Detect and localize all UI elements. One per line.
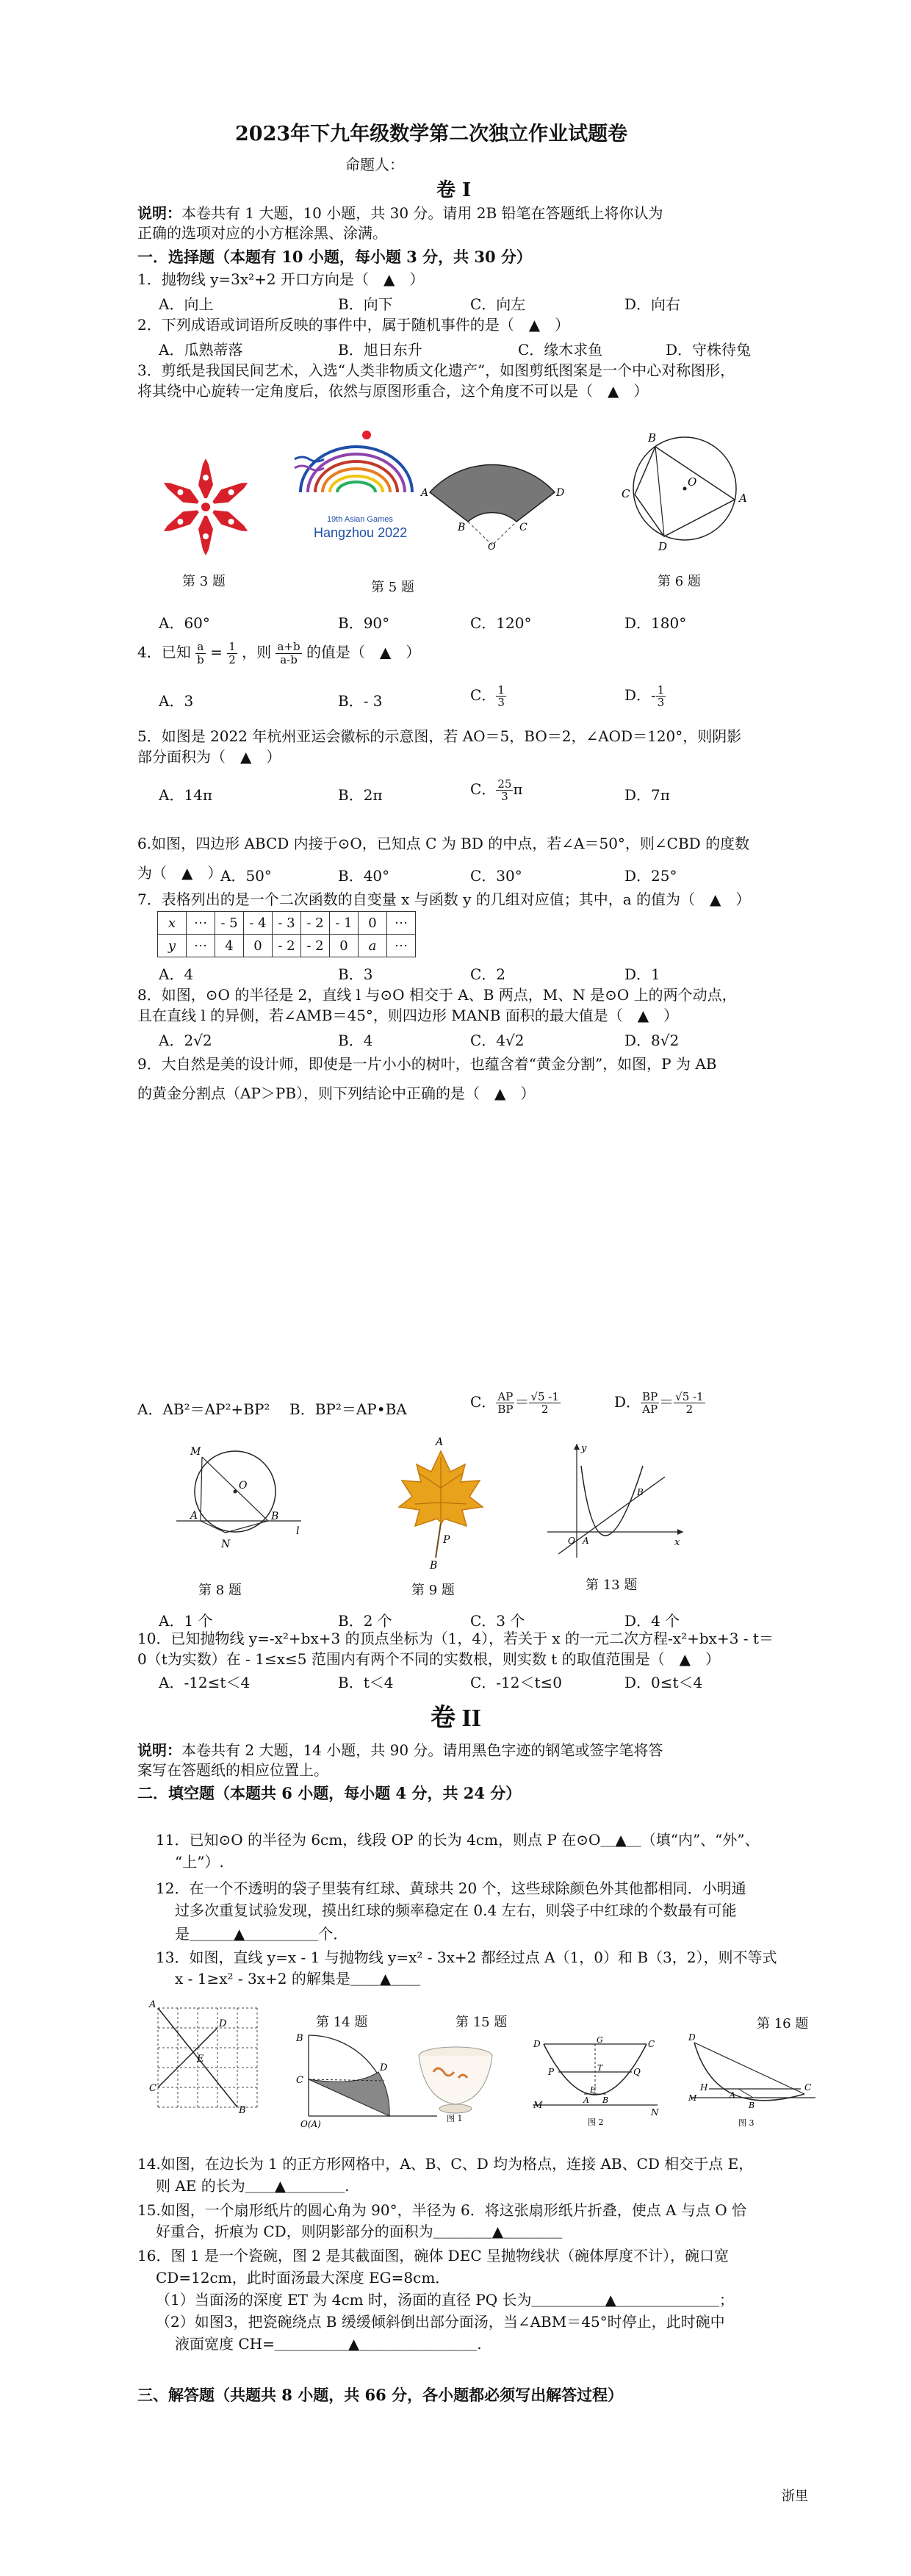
figure-caption-q16: 第 16 题: [757, 2016, 809, 2032]
svg-text:P: P: [443, 1534, 450, 1546]
section-1-title: 一．选择题（本题有 10 小题，每小题 3 分，共 30 分）: [137, 248, 532, 266]
bowl-photo-figure-1: [411, 2035, 500, 2123]
q2-option-d: D．守株待兔: [666, 341, 752, 359]
svg-text:T: T: [597, 2063, 603, 2073]
q7-option-b: B．3: [338, 965, 373, 983]
svg-text:O: O: [239, 1480, 248, 1492]
q1-option-c: C．向左: [470, 295, 526, 313]
q15-line2: 好重合，折痕为 CD，则阴影部分的面积为＿＿＿＿▲＿＿＿＿: [156, 2223, 563, 2240]
q14-line1: 14.如图，在边长为 1 的正方形网格中，A、B、C、D 均为格点，连接 AB、CD 相交于点 E，: [137, 2155, 754, 2173]
q2-stem: 2．下列成语或词语所反映的事件中，属于随机事件的是（ ▲ ）: [137, 316, 570, 334]
svg-text:A: A: [583, 1536, 589, 1546]
q11-line2: “上”）.: [175, 1853, 224, 1871]
svg-text:A: A: [436, 1436, 444, 1448]
svg-text:A: A: [730, 2090, 735, 2100]
svg-text:D: D: [533, 2039, 541, 2049]
q5-option-b: B．2π: [338, 786, 383, 804]
q9-option-d: D． $\frac{BP}{AP}$ ＝ $\frac{√5 -1}{2}$: [614, 1389, 704, 1416]
vol2-note-line2: 案写在答题纸的相应位置上。: [137, 1761, 328, 1779]
svg-text:A: A: [190, 1510, 198, 1522]
q6-option-d: D．25°: [624, 867, 677, 885]
figure-caption-q6: 第 6 题: [658, 574, 701, 589]
q4-frac-1-2: $\frac{1}{2}$: [228, 640, 236, 666]
q10-line1: 10．已知抛物线 y=-x²+bx+3 的顶点坐标为（1，4），若关于 x 的一元二次方程-x²+bx+3 - t＝: [137, 1630, 774, 1647]
vol1-note-text: 本卷共有 1 大题，10 小题，共 30 分。请用 2B 铅笔在答题纸上将你认为: [181, 204, 663, 222]
q14-line2: 则 AE 的长为＿＿▲＿＿＿＿.: [156, 2177, 350, 2195]
vol2-note-line1: [137, 1741, 663, 1760]
q4-stem: 4．已知 $\frac{a}{b}$ = $\frac{1}{2}$ ，则 $\frac{a+b}{a-b}$ 的值是（ ▲ ）: [137, 640, 421, 666]
svg-text:H: H: [700, 2082, 708, 2093]
q6-line2: 为（ ▲ ）: [137, 864, 223, 882]
q16-line3: （1）当面汤的深度 ET 为 4cm 时，汤面的直径 PQ 长为＿＿＿＿＿▲＿＿＿＿＿＿＿；: [156, 2291, 734, 2309]
q3-option-b: B．90°: [338, 614, 390, 632]
volume-2-heading: 卷 II: [431, 1705, 481, 1732]
bowl-tilted-figure-3: [687, 2024, 819, 2131]
maple-leaf-figure: [393, 1436, 489, 1572]
q9-option-b: B．BP²＝AP•BA: [289, 1400, 407, 1418]
extra-option-b: B．2 个: [338, 1612, 392, 1630]
vol1-note-label: 说明：: [137, 204, 181, 222]
table-row-x: x ⋯ - 5 - 4 - 3 - 2 - 1 0 ⋯: [158, 912, 416, 935]
q10-option-a: A．-12≤t＜4: [159, 1674, 251, 1691]
q16-line1: 16．图 1 是一个瓷碗，图 2 是其截面图，碗体 DEC 呈抛物线状（碗体厚度不计），碗口宽: [137, 2247, 729, 2264]
q4-frac-a-b: $\frac{a}{b}$: [197, 640, 204, 666]
q11-line1: 11．已知⊙O 的半径为 6cm，线段 OP 的长为 4cm，则点 P 在⊙O＿▲＿（填“内”、“外”、: [156, 1831, 760, 1849]
figure-caption-q3: 第 3 题: [182, 574, 226, 589]
svg-text:D: D: [219, 2018, 227, 2029]
bowl-figure-1-label: 图 1: [447, 2114, 463, 2123]
svg-text:C: C: [149, 2083, 156, 2094]
q4-option-c: C． $\frac{1}{3}$: [470, 683, 505, 709]
q16-line4: （2）如图3，把瓷碗绕点 B 缓缓倾斜倒出部分面汤，当∠ABM＝45°时停止，此时碗中: [156, 2313, 725, 2331]
svg-text:B: B: [271, 1511, 279, 1522]
figure-caption-q14: 第 14 题: [316, 2015, 368, 2030]
svg-text:B: B: [296, 2033, 303, 2044]
circle-chord-figure: [173, 1440, 305, 1550]
svg-text:D: D: [380, 2062, 388, 2073]
svg-text:N: N: [221, 1539, 231, 1550]
svg-text:O: O: [688, 475, 697, 489]
cyclic-quadrilateral-figure: [604, 430, 758, 555]
q4-frac-expr: $\frac{a+b}{a-b}$: [277, 640, 300, 666]
q9-line2: 的黄金分割点（AP＞PB），则下列结论中正确的是（ ▲ ）: [137, 1084, 536, 1102]
svg-text:A: A: [421, 487, 429, 499]
q1-option-b: B．向下: [338, 295, 393, 313]
q3-line2: 将其绕中心旋转一定角度后，依然与原图形重合，这个角度不可以是（ ▲ ）: [137, 382, 649, 400]
q5-option-d: D．7π: [624, 786, 670, 804]
svg-text:O: O: [488, 542, 496, 553]
q6-option-c: C．30°: [470, 867, 522, 885]
section-2-title: 二．填空题（本题共 6 小题，每小题 4 分，共 24 分）: [137, 1784, 522, 1802]
svg-text:O: O: [568, 1536, 575, 1546]
svg-text:D: D: [688, 2032, 696, 2043]
q3-line1: 3．剪纸是我国民间艺术，入选“人类非物质文化遗产”，如图剪纸图案是一个中心对称图形，: [137, 361, 735, 379]
svg-text:A: A: [149, 1999, 156, 2010]
svg-text:A: A: [739, 492, 747, 505]
section-3-title: 三、解答题（共题共 8 小题，共 66 分，各小题都必须写出解答过程）: [137, 2386, 624, 2404]
q5-line2: 部分面积为（ ▲ ）: [137, 748, 281, 766]
svg-text:B: B: [648, 431, 657, 445]
logo-line1: 19th Asian Games: [327, 515, 393, 524]
q2-option-a: A．瓜熟蒂落: [159, 341, 243, 359]
figure-caption-q9: 第 9 题: [411, 1583, 455, 1598]
bowl-figure-2-label: 图 2: [588, 2118, 604, 2127]
svg-text:C: C: [648, 2039, 655, 2049]
q7-stem: 7．表格列出的是一个二次函数的自变量 x 与函数 y 的几组对应值；其中，a 的值为（ ▲ ）: [137, 891, 751, 908]
svg-text:P: P: [548, 2067, 555, 2077]
figure-caption-q15: 第 15 题: [455, 2015, 508, 2030]
q15-line1: 15.如图，一个扇形纸片的圆心角为 90°，半径为 6．将这张扇形纸片折叠，使点 A 与点 O 恰: [137, 2201, 746, 2219]
svg-text:x: x: [674, 1537, 680, 1548]
svg-text:C: C: [519, 522, 527, 533]
q10-option-c: C．-12＜t≤0: [470, 1674, 563, 1691]
svg-text:A: A: [583, 2095, 589, 2105]
q5-option-a: A．14π: [159, 786, 213, 804]
bowl-section-figure-2: [529, 2035, 661, 2131]
vol1-note-line1: [137, 204, 663, 223]
q6-option-b: B．40°: [338, 867, 390, 885]
bowl-figure-3-label: 图 3: [738, 2118, 755, 2128]
svg-text:y: y: [581, 1443, 587, 1454]
vol1-note-line2: 正确的选项对应的小方框涂黑、涂满。: [137, 224, 387, 242]
q4-option-b: B．- 3: [338, 692, 383, 710]
q12-line1: 12．在一个不透明的袋子里装有红球、黄球共 20 个，这些球除颜色外其他都相同．小明通: [156, 1879, 746, 1897]
svg-text:M: M: [533, 2100, 543, 2110]
svg-text:D: D: [556, 487, 565, 499]
q3-option-a: A．60°: [159, 614, 210, 632]
svg-text:D: D: [658, 540, 668, 553]
q8-option-a: A．2√2: [159, 1032, 212, 1049]
q4-option-a: A．3: [159, 692, 194, 710]
logo-line2: Hangzhou 2022: [314, 525, 408, 540]
q1-stem: 1．抛物线 y=3x²+2 开口方向是（ ▲ ）: [137, 270, 425, 288]
svg-text:C: C: [296, 2075, 303, 2086]
extra-option-c: C．3 个: [470, 1612, 525, 1630]
q3-option-c: C．120°: [470, 614, 532, 632]
volume-1-heading: 卷 I: [436, 179, 472, 201]
q16-line5: 液面宽度 CH=＿＿＿＿＿▲＿＿＿＿＿＿＿＿.: [175, 2335, 482, 2353]
logo-sun-dot: [362, 431, 371, 439]
vol2-note-label: 说明：: [137, 1741, 181, 1759]
hangzhou-asian-games-logo: [292, 430, 420, 547]
exam-title: 2023年下九年级数学第二次独立作业试题卷: [235, 123, 628, 145]
q13-line2: x - 1≥x² - 3x+2 的解集是＿＿▲＿＿: [175, 1970, 421, 1987]
page-footer: 浙里: [782, 2489, 808, 2504]
q12-line3: 是＿＿＿▲＿＿＿＿＿个．: [175, 1925, 348, 1943]
q4-option-d: D．- $\frac{1}{3}$: [624, 683, 665, 709]
q7-option-d: D．1: [624, 965, 660, 983]
figure-caption-q5: 第 5 题: [371, 580, 414, 595]
svg-text:B: B: [749, 2101, 755, 2110]
svg-text:B: B: [602, 2095, 609, 2105]
q8-option-c: C．4√2: [470, 1032, 525, 1049]
svg-text:O(A): O(A): [300, 2119, 321, 2129]
svg-text:G: G: [597, 2035, 603, 2045]
svg-text:B: B: [239, 2105, 246, 2116]
q1-option-d: D．向右: [624, 295, 681, 313]
svg-text:M: M: [688, 2093, 697, 2103]
q10-option-d: D．0≤t＜4: [624, 1674, 703, 1691]
extra-option-d: D．4 个: [624, 1612, 680, 1630]
q7-value-table: [157, 911, 416, 957]
q10-option-b: B．t＜4: [338, 1674, 394, 1691]
q7-option-c: C．2: [470, 965, 506, 983]
svg-text:E: E: [197, 2054, 204, 2065]
line-parabola-graph-figure: [540, 1436, 687, 1561]
grid-figure-q14: [147, 1997, 264, 2115]
vol2-note-text: 本卷共有 2 大题，14 小题，共 90 分。请用黑色字迹的钢笔或签字笔将答: [181, 1741, 663, 1759]
figure-caption-q13: 第 13 题: [586, 1577, 638, 1593]
q9-option-a: A．AB²＝AP²+BP²: [137, 1400, 270, 1418]
q6-line1: 6.如图，四边形 ABCD 内接于⊙O，已知点 C 为 BD 的中点，若∠A＝50°，则∠CBD 的度数: [137, 835, 750, 852]
q7-option-a: A．4: [159, 965, 194, 983]
svg-text:E: E: [590, 2085, 597, 2095]
svg-text:N: N: [651, 2107, 659, 2118]
q8-option-d: D．8√2: [624, 1032, 680, 1049]
q4-pre: 4．已知: [137, 643, 191, 661]
q6-option-a: A．50°: [220, 867, 272, 885]
figure-caption-q8: 第 8 题: [198, 1583, 242, 1598]
q8-line1: 8．如图，⊙O 的半径是 2，直线 l 与⊙O 相交于 A、B 两点，M、N 是⊙O 上的两个动点，: [137, 986, 737, 1004]
svg-text:l: l: [296, 1525, 300, 1537]
svg-text:B: B: [637, 1487, 644, 1497]
extra-option-a: A．1 个: [159, 1612, 213, 1630]
q13-line1: 13．如图，直线 y=x - 1 与抛物线 y=x² - 3x+2 都经过点 A（1，0）和 B（3，2），则不等式: [156, 1949, 777, 1966]
svg-text:B: B: [430, 1560, 438, 1572]
q12-line2: 过多次重复试验发现，摸出红球的频率稳定在 0.4 左右，则袋子中红球的个数最有可能: [175, 1902, 737, 1919]
table-row-y: y ⋯ 4 0 - 2 - 2 0 a ⋯: [158, 935, 416, 957]
svg-text:M: M: [190, 1446, 201, 1458]
svg-text:C: C: [622, 487, 630, 500]
q1-option-a: A．向上: [159, 295, 214, 313]
author-label: 命题人：: [345, 156, 404, 173]
svg-text:Q: Q: [633, 2067, 641, 2077]
annulus-sector-figure: [415, 456, 565, 553]
q16-line2: CD=12cm，此时面汤最大深度 EG=8cm．: [156, 2269, 450, 2287]
q8-line2: 且在直线 l 的异侧，若∠AMB＝45°，则四边形 MANB 面积的最大值是（ ▲ ）: [137, 1007, 679, 1024]
q5-option-c: C． $\frac{25}{3}$ π: [470, 777, 523, 803]
q2-option-c: C．缘木求鱼: [518, 341, 603, 359]
q9-option-c: C． $\frac{AP}{BP}$ ＝ $\frac{√5 -1}{2}$: [470, 1389, 559, 1416]
q9-line1: 9．大自然是美的设计师，即使是一片小小的树叶，也蕴含着“黄金分割”，如图，P 为 AB: [137, 1055, 717, 1073]
q2-option-b: B．旭日东升: [338, 341, 422, 359]
svg-text:B: B: [458, 522, 466, 533]
q5-line1: 5．如图是 2022 年杭州亚运会徽标的示意图，若 AO＝5，BO＝2，∠AOD＝120°，则阴影: [137, 727, 742, 745]
q10-line2: 0（t为实数）在 - 1≤x≤5 范围内有两个不同的实数根，则实数 t 的取值范围是（ ▲ ）: [137, 1650, 720, 1668]
q8-option-b: B．4: [338, 1032, 373, 1049]
svg-text:C: C: [804, 2082, 812, 2093]
q3-option-d: D．180°: [624, 614, 687, 632]
paper-cut-snowflake-figure: [154, 456, 257, 558]
